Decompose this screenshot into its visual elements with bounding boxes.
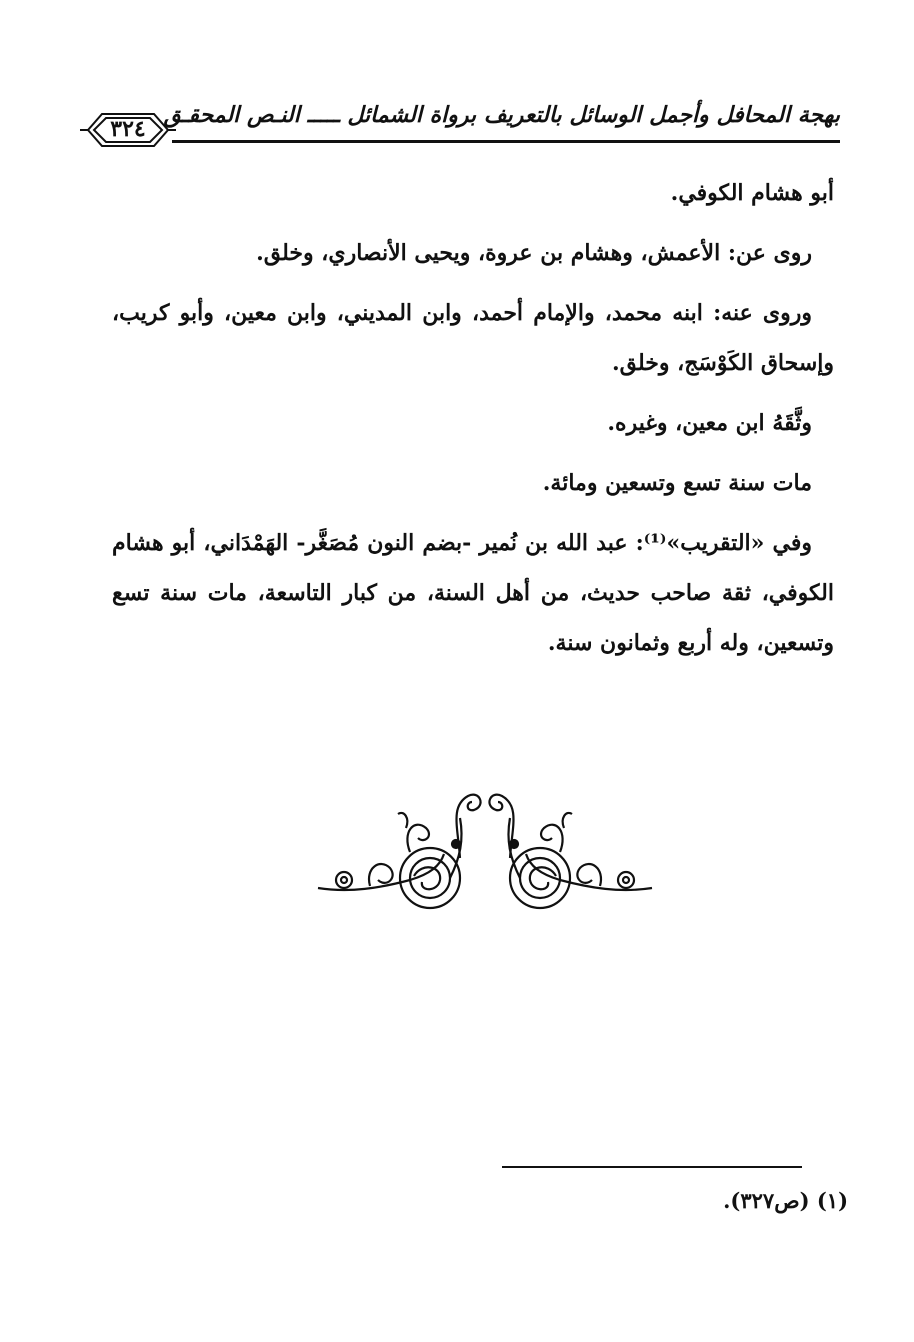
paragraph: وروى عنه: ابنه محمد، والإمام أحمد، وابن المديني، وابن معين، وأبو كريب، وإسحاق الكَوْسَج، وخلق. <box>112 300 834 376</box>
paragraph: وثَّقَهُ ابن معين، وغيره. <box>607 410 812 436</box>
paragraph: روى عن: الأعمش، وهشام بن عروة، ويحيى الأنصاري، وخلق. <box>256 240 812 266</box>
header-rule <box>172 140 840 143</box>
page-header <box>80 98 840 150</box>
paragraph: أبو هشام الكوفي. <box>670 180 834 206</box>
paragraph: وفي «التقريب»⁽¹⁾: عبد الله بن نُمير -بضم النون مُصَغَّر- الهَمْدَاني، أبو هشام الكوفي، ثقة صاحب حديث، من أهل السنة، من كبار التاسعة، مات سنة تسع وتسعين، وله أربع وثمانون سنة. <box>112 530 834 656</box>
floral-ornament-icon <box>310 788 660 918</box>
page-number: ٣٢٤ <box>110 116 146 142</box>
footnote-separator <box>502 1166 802 1168</box>
main-text <box>112 168 834 678</box>
footnote: (١) (ص٣٢٧). <box>723 1188 848 1213</box>
page-number-badge <box>80 110 176 150</box>
running-header-title: بهجة المحافل وأجمل الوسائل بالتعريف برواة الشمائل ـــــ النـص المحقـق <box>163 102 840 128</box>
paragraph: مات سنة تسع وتسعين ومائة. <box>542 470 812 496</box>
